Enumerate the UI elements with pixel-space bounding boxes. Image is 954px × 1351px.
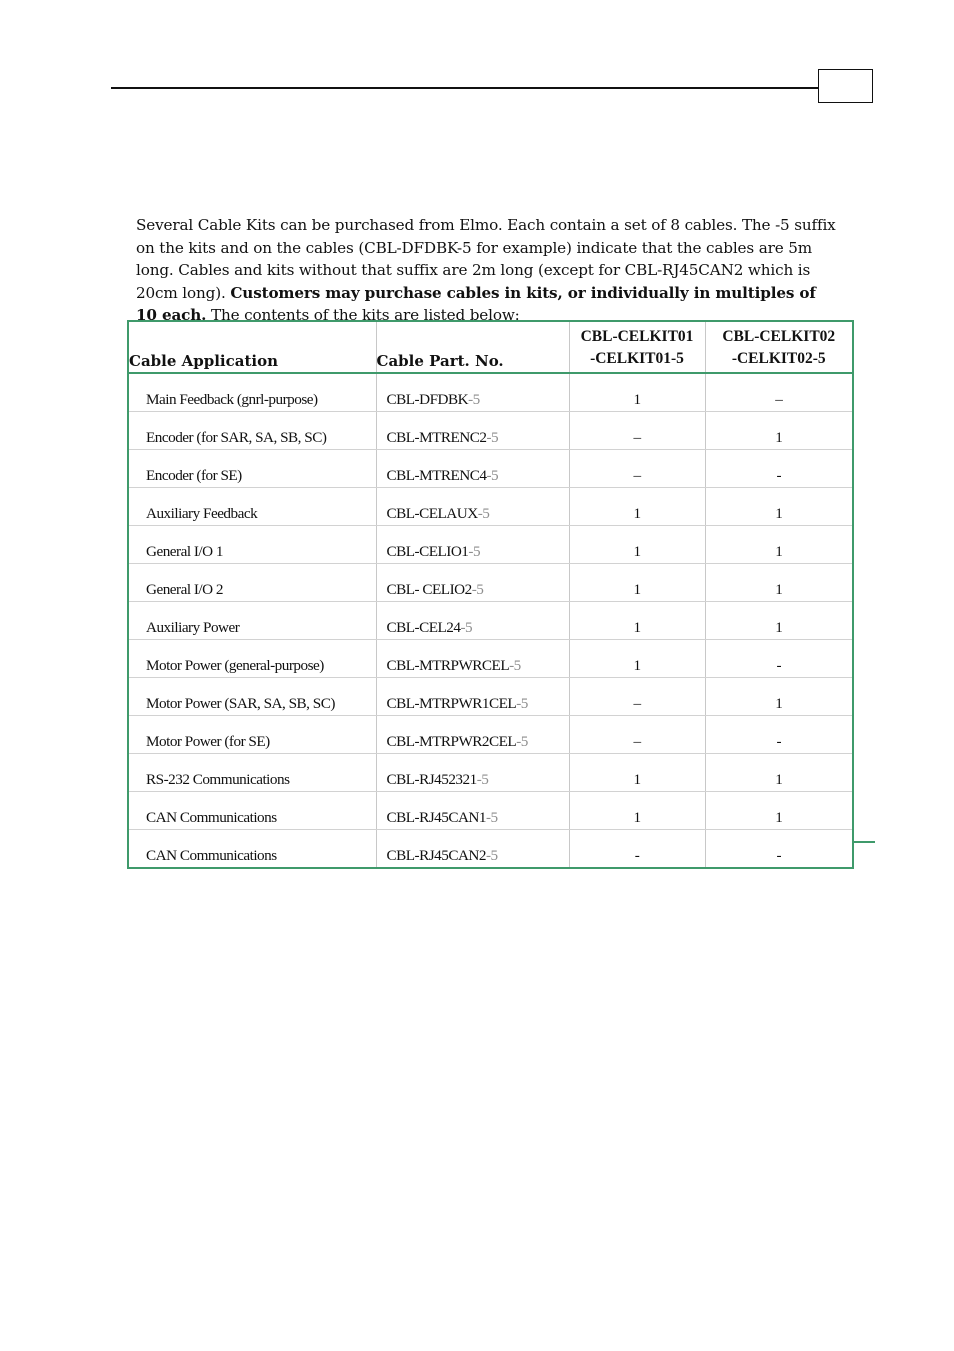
cell-application: Auxiliary Power: [128, 602, 376, 640]
table-row: [128, 526, 853, 564]
cell-application: Main Feedback (gnrl-purpose): [128, 373, 376, 412]
cell-kit2-qty: -: [705, 716, 853, 754]
cell-application: CAN Communications: [128, 830, 376, 869]
table-row: [128, 678, 853, 716]
cell-kit2-qty: -: [705, 640, 853, 678]
table-row: [128, 602, 853, 640]
cell-part-no: [376, 450, 569, 488]
table-row: [128, 412, 853, 450]
part-base: CBL-RJ45CAN2: [386, 847, 486, 864]
header-kit1-line2: -CELKIT01-5: [590, 350, 684, 367]
part-suffix: -5: [477, 505, 490, 522]
part-base: CBL-DFDBK: [386, 391, 469, 408]
part-suffix: -5: [516, 695, 528, 712]
cell-part-no: [376, 678, 569, 716]
part-base: CBL-RJ452321: [386, 771, 477, 788]
cell-part-no: [376, 716, 569, 754]
cell-kit2-qty: -: [705, 830, 853, 869]
cell-kit2-qty: 1: [705, 678, 853, 716]
intro-paragraph: [136, 214, 836, 327]
cell-kit1-qty: –: [569, 716, 705, 754]
table-row: [128, 716, 853, 754]
part-suffix: -5: [468, 391, 480, 408]
cell-kit1-qty: 1: [569, 640, 705, 678]
header-kit2-line1: CBL-CELKIT02: [722, 328, 836, 345]
header-kit2: [705, 321, 853, 373]
cell-kit2-qty: -: [705, 450, 853, 488]
cell-kit2-qty: 1: [705, 754, 853, 792]
cell-kit1-qty: 1: [569, 792, 705, 830]
header-cable-application: Cable Application: [128, 321, 376, 373]
cell-kit1-qty: 1: [569, 526, 705, 564]
part-base: CBL-MTRENC2: [386, 429, 487, 446]
table-row: [128, 450, 853, 488]
cell-application: General I/O 2: [128, 564, 376, 602]
part-base: CBL-CELAUX: [386, 505, 478, 522]
part-base: CBL- CELIO2: [386, 581, 472, 598]
table-header-row: [128, 321, 853, 373]
table-row: [128, 640, 853, 678]
part-suffix: -5: [460, 619, 473, 636]
cell-kit2-qty: 1: [705, 526, 853, 564]
table-row: [128, 754, 853, 792]
cell-kit1-qty: 1: [569, 754, 705, 792]
part-base: CBL-CEL24: [386, 619, 461, 636]
cell-application: Auxiliary Feedback: [128, 488, 376, 526]
part-suffix: -5: [471, 581, 484, 598]
part-suffix: -5: [486, 467, 499, 484]
cell-application: Encoder (for SAR, SA, SB, SC): [128, 412, 376, 450]
table-row: [128, 792, 853, 830]
cell-part-no: [376, 488, 569, 526]
part-base: CBL-MTRPWRCEL: [386, 657, 510, 674]
cell-application: Motor Power (for SE): [128, 716, 376, 754]
cell-kit1-qty: –: [569, 412, 705, 450]
cell-kit1-qty: 1: [569, 564, 705, 602]
part-base: CBL-CELIO1: [386, 543, 469, 560]
part-suffix: -5: [468, 543, 481, 560]
cell-kit2-qty: 1: [705, 412, 853, 450]
table-row: [128, 564, 853, 602]
cell-application: Motor Power (SAR, SA, SB, SC): [128, 678, 376, 716]
header-kit2-line2: -CELKIT02-5: [731, 350, 826, 367]
header-cable-part-no: Cable Part. No.: [376, 321, 569, 373]
cell-application: Encoder (for SE): [128, 450, 376, 488]
part-base: CBL-RJ45CAN1: [386, 809, 486, 826]
table-row: [128, 488, 853, 526]
cell-kit1-qty: -: [569, 830, 705, 869]
header-kit1: [569, 321, 705, 373]
cell-part-no: [376, 373, 569, 412]
table-row: [128, 373, 853, 412]
cell-kit1-qty: 1: [569, 488, 705, 526]
cell-kit1-qty: –: [569, 450, 705, 488]
cell-application: CAN Communications: [128, 792, 376, 830]
cell-kit2-qty: 1: [705, 564, 853, 602]
table-row: [128, 830, 853, 869]
cell-part-no: [376, 640, 569, 678]
part-suffix: -5: [485, 847, 498, 864]
intro-bold-text: Customers may purchase cables in kits, or individually in multiples of 10 each.: [136, 283, 816, 325]
part-base: CBL-MTRPWR2CEL: [386, 733, 517, 750]
cell-part-no: [376, 754, 569, 792]
intro-text-end: The contents of the kits are listed below:: [211, 306, 520, 325]
part-suffix: -5: [485, 809, 498, 826]
cell-part-no: [376, 526, 569, 564]
cell-kit1-qty: –: [569, 678, 705, 716]
part-suffix: -5: [516, 733, 528, 750]
cable-kits-table: [127, 320, 854, 869]
part-base: CBL-MTRENC4: [386, 467, 487, 484]
part-base: CBL-MTRPWR1CEL: [386, 695, 517, 712]
cell-kit2-qty: 1: [705, 488, 853, 526]
page-number-box: [818, 69, 873, 103]
cell-part-no: [376, 830, 569, 869]
cell-part-no: [376, 602, 569, 640]
cell-part-no: [376, 564, 569, 602]
table-bottom-rule: [852, 841, 875, 843]
cell-application: General I/O 1: [128, 526, 376, 564]
cell-application: Motor Power (general-purpose): [128, 640, 376, 678]
cell-part-no: [376, 412, 569, 450]
cell-kit2-qty: 1: [705, 792, 853, 830]
cell-kit1-qty: 1: [569, 602, 705, 640]
cell-kit2-qty: 1: [705, 602, 853, 640]
cell-kit1-qty: 1: [569, 373, 705, 412]
cell-application: RS-232 Communications: [128, 754, 376, 792]
header-kit1-line1: CBL-CELKIT01: [580, 328, 694, 345]
intro-text: Several Cable Kits can be purchased from Elmo. Each contain a set of 8 cables. The -5 suffix on the kits and on the cables (CBL-DFDBK-5 for example) indicate that the cables are 5m long. Cables and kits without that suffix are 2m long (except for CBL-RJ45CAN2 which is 20cm long).: [136, 216, 836, 302]
header-rule: [111, 87, 819, 89]
cell-kit2-qty: –: [705, 373, 853, 412]
part-suffix: -5: [486, 429, 499, 446]
cell-part-no: [376, 792, 569, 830]
part-suffix: -5: [509, 657, 521, 674]
part-suffix: -5: [476, 771, 489, 788]
